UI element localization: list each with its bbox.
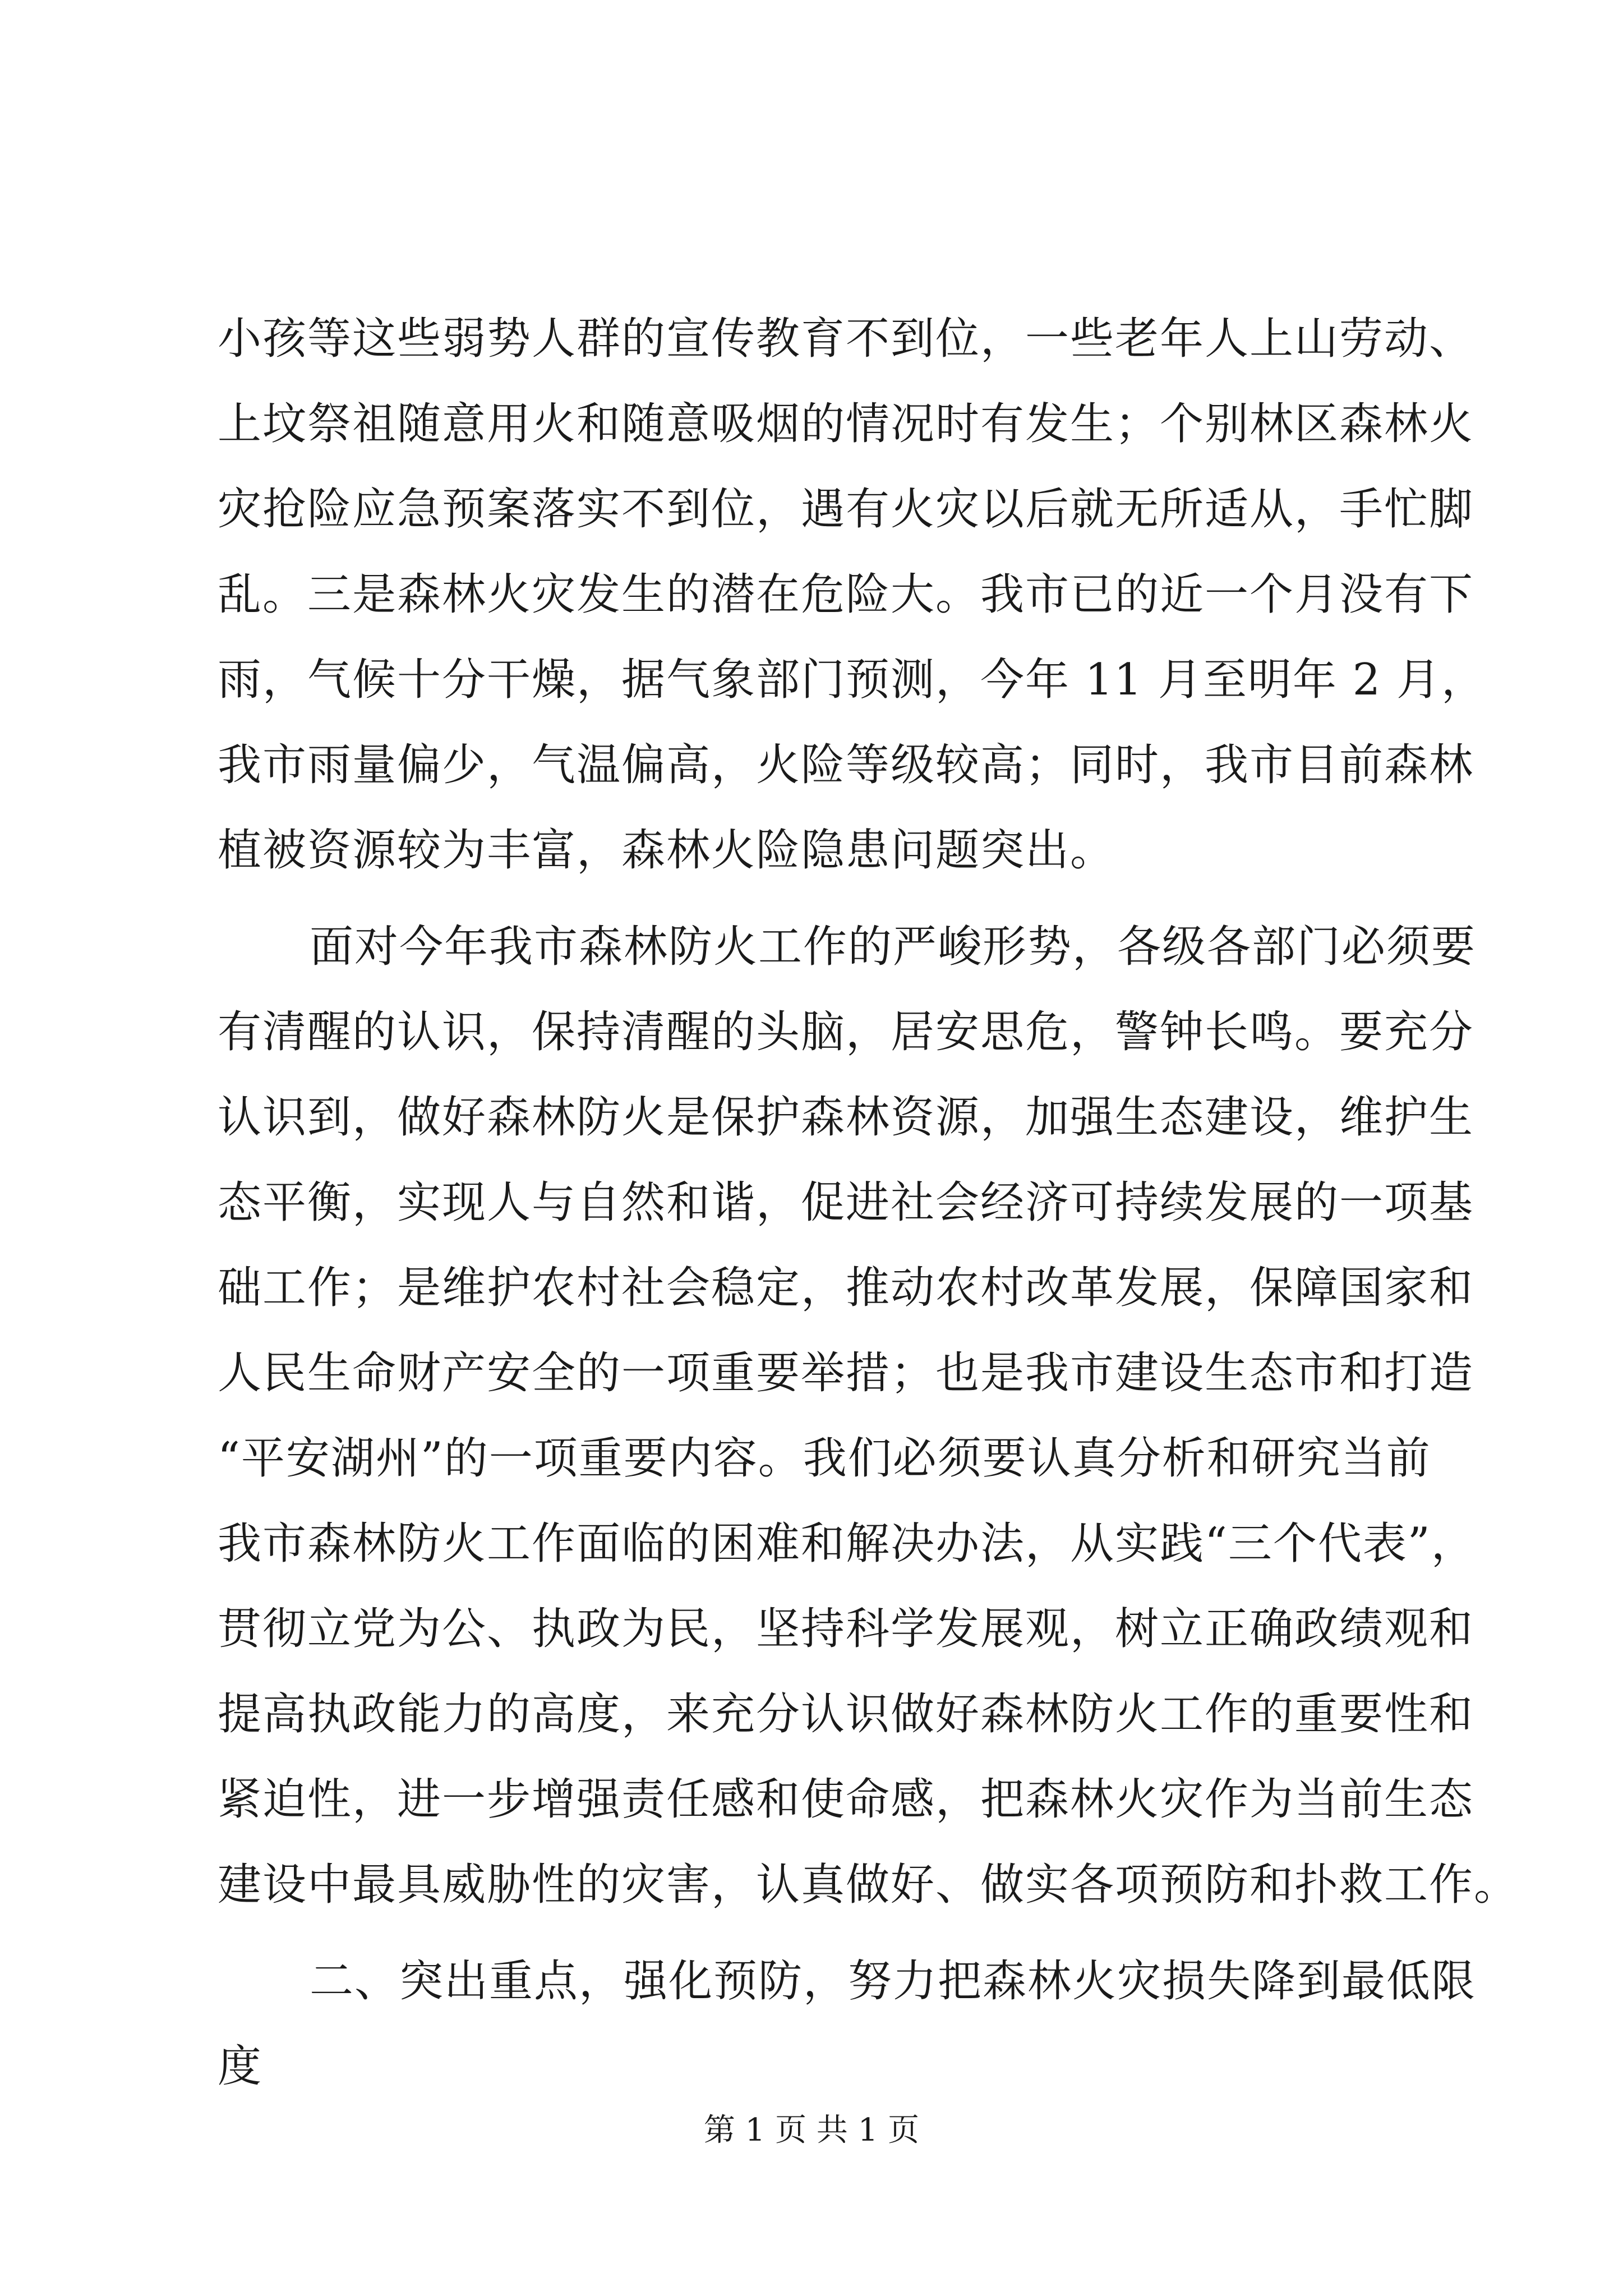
heading-line: 度 [218,2041,263,2092]
paragraph-line: 小孩等这些弱势人群的宣传教育不到位，一些老年人上山劳动、 [218,314,1474,364]
paragraph-line: 雨，气候十分干燥，据气象部门预测，今年 11 月至明年 2 月， [218,655,1487,705]
paragraph-line: 面对今年我市森林防火工作的严峻形势，各级各部门必须要 [310,922,1477,972]
heading-line: 二、突出重点，强化预防，努力把森林火灾损失降到最低限 [310,1956,1477,2007]
paragraph-line: 上坟祭祖随意用火和随意吸烟的情况时有发生；个别林区森林火 [218,399,1474,449]
section-heading [218,1939,1477,2109]
paragraph-line: 提高执政能力的高度，来充分认识做好森林防火工作的重要性和 [218,1689,1474,1740]
paragraph-line: 贯彻立党为公、执政为民，坚持科学发展观，树立正确政绩观和 [218,1604,1474,1654]
paragraph-2 [218,904,1519,1927]
page-number-footer: 第 1 页 共 1 页 [703,2112,920,2148]
paragraph-line: 人民生命财产安全的一项重要举措；也是我市建设生态市和打造 [218,1348,1474,1398]
paragraph-line: 植被资源较为丰富，森林火险隐患问题突出。 [218,825,1115,876]
paragraph-line: 乱。三是森林火灾发生的潜在危险大。我市已的近一个月没有下 [218,569,1474,620]
paragraph-1 [218,296,1487,893]
paragraph-line: “平安湖州”的一项重要内容。我们必须要认真分析和研究当前 [218,1433,1431,1484]
document-body [218,296,1519,2109]
paragraph-line: 础工作；是维护农村社会稳定，推动农村改革发展，保障国家和 [218,1263,1474,1313]
paragraph-line: 建设中最具威胁性的灾害，认真做好、做实各项预防和扑救工作。 [218,1860,1519,1910]
paragraph-line: 认识到，做好森林防火是保护森林资源，加强生态建设，维护生 [218,1092,1474,1143]
paragraph-line: 有清醒的认识，保持清醒的头脑，居安思危，警钟长鸣。要充分 [218,1007,1474,1057]
paragraph-line: 态平衡，实现人与自然和谐，促进社会经济可持续发展的一项基 [218,1177,1474,1228]
paragraph-line: 紧迫性，进一步增强责任感和使命感，把森林火灾作为当前生态 [218,1774,1474,1825]
paragraph-line: 灾抢险应急预案落实不到位，遇有火灾以后就无所适从，手忙脚 [218,484,1474,535]
paragraph-line: 我市雨量偏少，气温偏高，火险等级较高；同时，我市目前森林 [218,740,1474,790]
paragraph-line: 我市森林防火工作面临的困难和解决办法，从实践“三个代表”， [218,1519,1476,1569]
